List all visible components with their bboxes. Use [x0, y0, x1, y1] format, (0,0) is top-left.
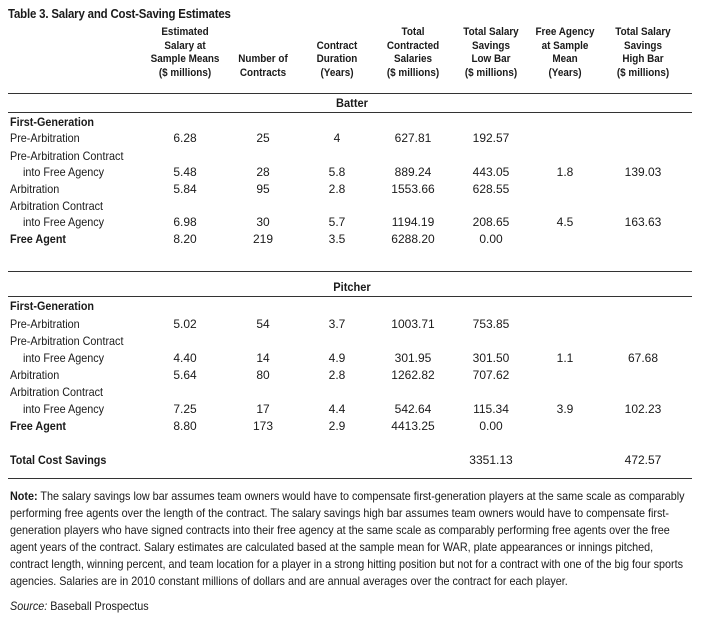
table-row [0, 181, 701, 197]
table-cell: 1194.19 [391, 215, 435, 229]
source-text: Baseball Prospectus [47, 599, 149, 613]
source-lead: Source: [10, 599, 48, 613]
table-row [0, 333, 701, 349]
table-cell: 30 [256, 215, 270, 229]
row-label: Arbitration Contract [10, 385, 104, 399]
table-cell: 542.64 [394, 402, 432, 416]
table-cell: 6288.20 [391, 232, 435, 246]
row-label: Pre-Arbitration [10, 131, 80, 145]
table-cell: 6.98 [173, 215, 197, 229]
table-cell: 192.57 [472, 131, 510, 145]
table-cell: 753.85 [472, 317, 510, 331]
column-header: Total Contracted Salaries ($ millions) [386, 26, 440, 79]
row-label: into Free Agency [23, 351, 105, 365]
table-cell: 115.34 [473, 402, 509, 416]
table-row [0, 298, 701, 314]
row-label: Arbitration [10, 368, 60, 382]
table-cell: 67.68 [627, 351, 659, 365]
table-cell: 4 [333, 131, 341, 145]
row-label: Pre-Arbitration [10, 317, 80, 331]
pitcher-top-rule [8, 271, 692, 272]
row-label: Total Cost Savings [10, 453, 107, 467]
table-cell: 139.03 [624, 165, 662, 179]
table-source [10, 599, 149, 613]
batter-rule [8, 112, 692, 113]
table-cell: 3.7 [328, 317, 346, 331]
row-label: First-Generation [10, 299, 95, 313]
table-row [0, 384, 701, 400]
note-lead: Note: [10, 489, 38, 503]
table-cell: 628.55 [472, 182, 510, 196]
column-header: Total Salary Savings Low Bar ($ millions) [463, 26, 519, 79]
table-cell: 208.65 [472, 215, 510, 229]
table-cell: 28 [256, 165, 270, 179]
table-cell: 4.5 [556, 215, 574, 229]
table-cell: 5.64 [173, 368, 197, 382]
table-cell: 14 [256, 351, 270, 365]
table-cell: 5.84 [173, 182, 197, 196]
table-row [0, 214, 701, 230]
table-cell: 95 [256, 182, 270, 196]
table-cell: 3.9 [556, 402, 574, 416]
table-cell: 25 [256, 131, 270, 145]
table-cell: 4.40 [173, 351, 197, 365]
section-batter: Batter [336, 96, 368, 110]
table-cell: 8.80 [173, 419, 197, 433]
row-label: into Free Agency [23, 402, 105, 416]
table-cell: 102.23 [624, 402, 662, 416]
row-label: into Free Agency [23, 215, 105, 229]
table-cell: 5.7 [328, 215, 346, 229]
table-cell: 173 [252, 419, 274, 433]
row-label: Arbitration [10, 182, 60, 196]
table-cell: 889.24 [394, 165, 432, 179]
table-cell: 5.48 [173, 165, 197, 179]
table-row [0, 350, 701, 366]
table-cell: 4.4 [328, 402, 346, 416]
table-cell: 1.8 [556, 165, 574, 179]
table-cell: 80 [256, 368, 270, 382]
table-cell: 2.9 [328, 419, 346, 433]
table-cell: 301.50 [472, 351, 510, 365]
table-cell: 2.8 [328, 368, 346, 382]
table-row [0, 164, 701, 180]
row-label: Pre-Arbitration Contract [10, 334, 124, 348]
table-row [0, 367, 701, 383]
table-cell: 0.00 [479, 419, 503, 433]
table-row [0, 114, 701, 130]
table-row [0, 198, 701, 214]
table-row [0, 418, 701, 434]
table-cell: 5.02 [173, 317, 197, 331]
column-header: Free Agency at Sample Mean (Years) [535, 26, 595, 79]
table-cell: 1.1 [556, 351, 574, 365]
table-cell: 301.95 [394, 351, 432, 365]
row-label: Free Agent [10, 232, 67, 246]
table-cell: 17 [256, 402, 270, 416]
table-cell: 627.81 [394, 131, 432, 145]
table-cell: 6.28 [173, 131, 197, 145]
table-cell: 443.05 [472, 165, 510, 179]
table-cell: 1003.71 [391, 317, 435, 331]
column-header: Estimated Salary at Sample Means ($ millions) [150, 26, 220, 79]
table-row [0, 401, 701, 417]
table-cell: 0.00 [479, 232, 503, 246]
table-cell: 2.8 [328, 182, 346, 196]
column-header: Contract Duration (Years) [316, 39, 358, 79]
table-cell: 219 [252, 232, 274, 246]
row-label: into Free Agency [23, 165, 105, 179]
table-cell: 4413.25 [391, 419, 435, 433]
table-row [0, 148, 701, 164]
pitcher-rule [8, 296, 692, 297]
table-title: Table 3. Salary and Cost-Saving Estimates [8, 6, 231, 21]
table-row [0, 231, 701, 247]
row-label: Pre-Arbitration Contract [10, 149, 124, 163]
table-cell: 8.20 [173, 232, 197, 246]
table-cell: 1262.82 [391, 368, 435, 382]
row-label: First-Generation [10, 115, 95, 129]
row-label: Free Agent [10, 419, 67, 433]
table-bottom-rule [8, 478, 692, 479]
note-text: The salary savings low bar assumes team owners would have to compensate first-generation players at the same scale as comparably performing free agents over the length of the contract. The salary savings high bar assumes team owners would have to compensate first-generation players who have signed contracts into their free agency at the same scale as comparably performing free agents over the free agent years of the contract. Salary estimates are calculated based at the sample mean for WAR, plate appearances or innings pitched, contract length, winning percent, and team location for a player in a strong hitting position but not for a contract with one of the big four sports agencies. Salaries are in 2010 constant millions of dollars and are annual averages over the contract for each player. [10, 489, 685, 588]
table-cell: 707.62 [472, 368, 510, 382]
table-cell: 5.8 [328, 165, 346, 179]
table-cell: 7.25 [173, 402, 197, 416]
table-row [0, 130, 701, 146]
column-header: Total Salary Savings High Bar ($ millions) [615, 26, 671, 79]
header-rule [8, 93, 692, 94]
row-label: Arbitration Contract [10, 199, 104, 213]
table-cell: 4.9 [328, 351, 346, 365]
table-cell: 3351.13 [469, 453, 513, 467]
table-cell: 472.57 [624, 453, 662, 467]
table-note [10, 488, 694, 590]
table-cell: 3.5 [328, 232, 346, 246]
column-header: Number of Contracts [238, 53, 288, 79]
table-row [0, 452, 701, 468]
section-pitcher: Pitcher [333, 280, 371, 294]
table-cell: 1553.66 [391, 182, 435, 196]
table-cell: 54 [256, 317, 270, 331]
table-row [0, 316, 701, 332]
table-cell: 163.63 [624, 215, 662, 229]
